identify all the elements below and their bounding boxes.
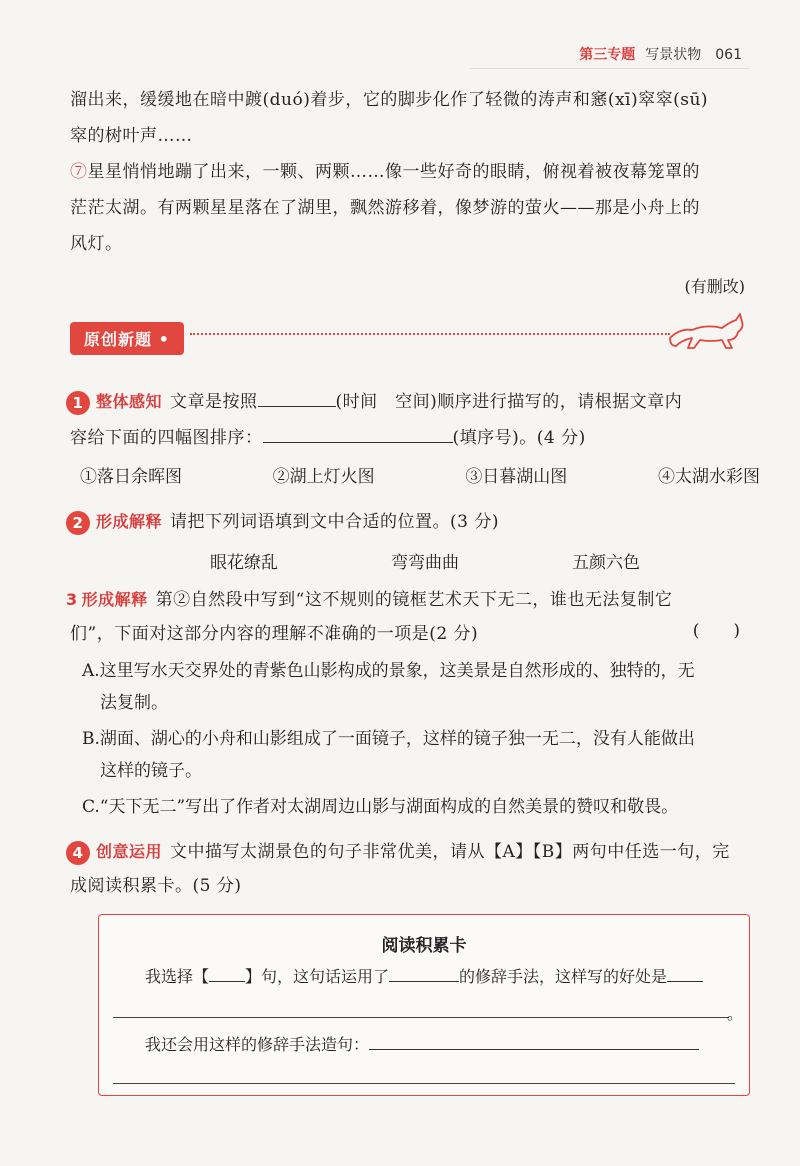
question-number-badge: 2 bbox=[66, 511, 90, 535]
rhetoric-blank[interactable] bbox=[389, 963, 459, 982]
question-text: 的一项是(2 分) bbox=[359, 624, 479, 644]
question-3 bbox=[66, 582, 756, 618]
dotted-divider bbox=[190, 333, 670, 335]
question-4 bbox=[66, 834, 756, 870]
paragraph-7-line: 风灯。 bbox=[70, 234, 123, 254]
answer-blank[interactable] bbox=[263, 424, 453, 443]
answer-line[interactable] bbox=[113, 1017, 729, 1018]
benefit-blank[interactable] bbox=[667, 963, 703, 982]
question-text: 们”，下面对这部分内容的理解 bbox=[70, 624, 307, 644]
header-title: 写景状物 bbox=[645, 47, 702, 63]
question-2 bbox=[66, 504, 756, 540]
question-tag: 整体感知 bbox=[96, 392, 163, 411]
word-item: 眼花缭乱 bbox=[210, 553, 278, 573]
question-number-badge: 1 bbox=[66, 391, 90, 415]
page-header bbox=[579, 44, 742, 64]
emphasis-text: 不准确 • • bbox=[307, 624, 360, 644]
word-bank bbox=[210, 548, 640, 573]
sentence-blank[interactable] bbox=[369, 1031, 699, 1050]
option-b-cont: 这样的镜子。 bbox=[100, 761, 202, 781]
question-1-line2 bbox=[70, 420, 760, 456]
option-item: ①落日余晖图 bbox=[80, 467, 182, 487]
card-text: 的修辞手法，这样写的好处是 bbox=[459, 967, 668, 986]
paragraph-number: ⑦ bbox=[70, 162, 88, 182]
word-item: 五颜六色 bbox=[572, 553, 640, 573]
running-cat-icon bbox=[666, 310, 746, 352]
paragraph-text: 星星悄悄地蹦了出来，一颗、两颗……像一些好奇的眼睛，俯视着被夜幕笼罩的 bbox=[87, 162, 700, 182]
question-text: 第②自然段中写到“这不规则的镜框艺术天下无二，谁也无法复制它 bbox=[155, 590, 673, 610]
question-number-badge: 4 bbox=[66, 841, 90, 865]
answer-blank[interactable] bbox=[258, 388, 336, 407]
card-text: 我还会用这样的修辞手法造句： bbox=[145, 1035, 370, 1054]
question-number: 3 bbox=[66, 590, 78, 609]
word-item: 弯弯曲曲 bbox=[391, 553, 459, 573]
answer-parentheses[interactable]: ( ) bbox=[692, 621, 740, 641]
question-tag: 形成解释 bbox=[81, 590, 148, 609]
question-text: 请把下列词语填到文中合适的位置。(3 分) bbox=[170, 512, 499, 532]
option-item: ②湖上灯火图 bbox=[272, 467, 375, 487]
question-text: 文中描写太湖景色的句子非常优美，请从【A】【B】两句中任选一句，完 bbox=[170, 842, 730, 862]
option-item: ③日暮湖山图 bbox=[465, 467, 568, 487]
question-text: (填序号)。(4 分) bbox=[452, 428, 586, 448]
question-4-line2: 成阅读积累卡。(5 分) bbox=[70, 876, 242, 896]
edited-note: (有删改) bbox=[684, 277, 745, 296]
question-3-line2 bbox=[70, 616, 760, 652]
card-title: 阅读积累卡 bbox=[381, 936, 467, 956]
question-text: (时间 空间)顺序进行描写的，请根据文章内 bbox=[335, 392, 683, 412]
header-topic: 第三专题 bbox=[579, 47, 636, 63]
option-c[interactable]: C.“天下无二”写出了作者对太湖周边山影与湖面构成的自然美景的赞叹和敬畏。 bbox=[82, 797, 679, 817]
passage-line: 溜出来，缓缓地在暗中踱(duó)着步，它的脚步化作了轻微的涛声和窸(xī)窣窣(sū) bbox=[70, 90, 709, 110]
section-title: 原创新题 • bbox=[70, 322, 184, 355]
option-item: ④太湖水彩图 bbox=[657, 467, 760, 487]
question-text: 文章是按照 bbox=[170, 392, 258, 412]
card-text: 】句，这句话运用了 bbox=[245, 967, 390, 986]
question-tag: 创意运用 bbox=[96, 842, 163, 861]
header-divider bbox=[470, 68, 750, 69]
picture-options bbox=[80, 462, 760, 487]
answer-line[interactable] bbox=[113, 1083, 735, 1084]
option-a-cont: 法复制。 bbox=[100, 693, 168, 713]
reading-card bbox=[98, 914, 750, 1096]
page-number: 061 bbox=[715, 47, 742, 63]
choice-blank[interactable] bbox=[209, 963, 245, 982]
question-text: 容给下面的四幅图排序： bbox=[70, 428, 263, 448]
paragraph-7-line: 茫茫太湖。有两颗星星落在了湖里，飘然游移着，像梦游的萤火——那是小舟上的 bbox=[70, 198, 700, 218]
card-line-end: 。 bbox=[727, 1004, 744, 1023]
option-a[interactable]: A.这里写水天交界处的青紫色山影构成的景象，这美景是自然形成的、独特的，无 bbox=[82, 661, 695, 681]
card-text: 我选择【 bbox=[145, 967, 210, 986]
option-b[interactable]: B.湖面、湖心的小舟和山影组成了一面镜子，这样的镜子独一无二，没有人能做出 bbox=[82, 729, 695, 749]
question-tag: 形成解释 bbox=[96, 512, 163, 531]
question-1 bbox=[66, 384, 756, 420]
card-line-3 bbox=[145, 1031, 699, 1055]
card-line-1 bbox=[145, 963, 703, 987]
passage-line: 窣的树叶声…… bbox=[70, 126, 193, 146]
paragraph-7-line bbox=[70, 154, 760, 190]
